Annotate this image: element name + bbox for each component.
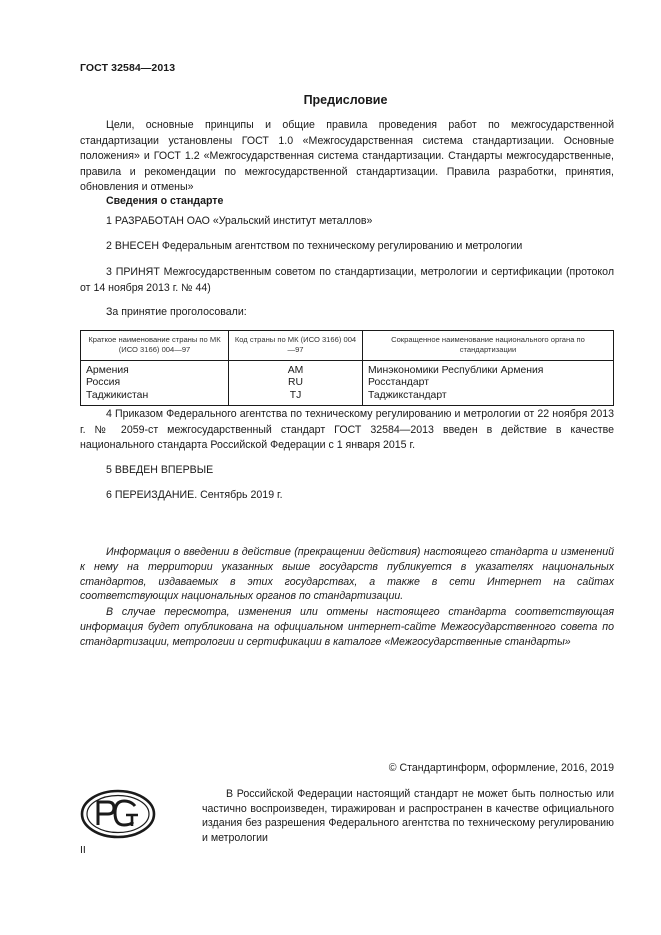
revision-notice: В случае пересмотра, изменения или отмены настоящего стандарта соответствующая информация будет опубликована на официальном интернет-сайте Межгосударственного совета по стандартизации, метрологии и сертификации в каталоге «Межгосударственные стандарты» <box>80 606 614 648</box>
item-voted: За принятие проголосовали: <box>106 306 247 318</box>
header-country: Краткое наименование страны по МК (ИСО 3166) 004—97 <box>81 331 229 361</box>
page-number: II <box>80 844 86 856</box>
item-developed: 1 РАЗРАБОТАН ОАО «Уральский институт металлов» <box>106 215 373 227</box>
header-body: Сокращенное наименование национального органа по стандартизации <box>363 331 614 361</box>
country-cell: Россия <box>81 377 229 389</box>
body-cell: Минэкономики Республики Армения <box>363 361 614 378</box>
item-introduced: 2 ВНЕСЕН Федеральным агентством по техническому регулированию и метрологии <box>106 240 523 252</box>
item-reissue: 6 ПЕРЕИЗДАНИЕ. Сентябрь 2019 г. <box>106 489 283 501</box>
table-row <box>81 361 614 378</box>
standard-code: ГОСТ 32584—2013 <box>80 62 176 74</box>
rst-certification-mark-icon <box>80 789 156 839</box>
table-row <box>81 390 614 406</box>
info-heading: Сведения о стандарте <box>106 195 224 207</box>
item-first-time: 5 ВВЕДЕН ВПЕРВЫЕ <box>106 464 214 476</box>
info-notice: Информация о введении в действие (прекращении действия) настоящего стандарта и изменений к нему на территории указанных выше государств публикуется в указателях национальных стандартов, издаваемых в этих государствах, а также в сети Интернет на сайтах соответствующих национальных органов по стандартизации. <box>80 546 614 603</box>
code-cell: AM <box>229 361 363 378</box>
countries-table <box>80 330 614 406</box>
copyright: © Стандартинформ, оформление, 2016, 2019 <box>388 762 614 774</box>
page-title: Предисловие <box>303 93 388 107</box>
country-cell: Таджикистан <box>81 390 229 406</box>
item-order: 4 Приказом Федерального агентства по техническому регулированию и метрологии от 22 ноября 2013 г. № 2059-ст межгосударственный стандарт ГОСТ 32584—2013 введен в действие в качестве национального стандарта Российской Федерации с 1 января 2015 г. <box>80 408 614 451</box>
reproduction-notice: В Российской Федерации настоящий стандарт не может быть полностью или частично воспроизведен, тиражирован и распространен в качестве официального издания без разрешения Федерального агентства по техническому регулированию и метрологии <box>202 788 614 844</box>
country-cell: Армения <box>81 361 229 378</box>
header-code: Код страны по МК (ИСО 3166) 004—97 <box>229 331 363 361</box>
code-cell: RU <box>229 377 363 389</box>
body-cell: Таджикстандарт <box>363 390 614 406</box>
table-header-row <box>81 331 614 361</box>
code-cell: TJ <box>229 390 363 406</box>
item-adopted: 3 ПРИНЯТ Межгосударственным советом по стандартизации, метрологии и сертификации (протокол от 14 ноября 2013 г. № 44) <box>80 266 614 294</box>
table-row <box>81 377 614 389</box>
body-cell: Росстандарт <box>363 377 614 389</box>
intro-paragraph: Цели, основные принципы и общие правила проведения работ по межгосударственной стандартизации установлены ГОСТ 1.0 «Межгосударственная система стандартизации. Основные положения» и ГОСТ 1.2 «Межгосударственная система стандартизации. Стандарты межгосударственные, правила и рекомендации по межгосударственной стандартизации. Правила разработки, принятия, обновления и отмены» <box>80 119 614 193</box>
